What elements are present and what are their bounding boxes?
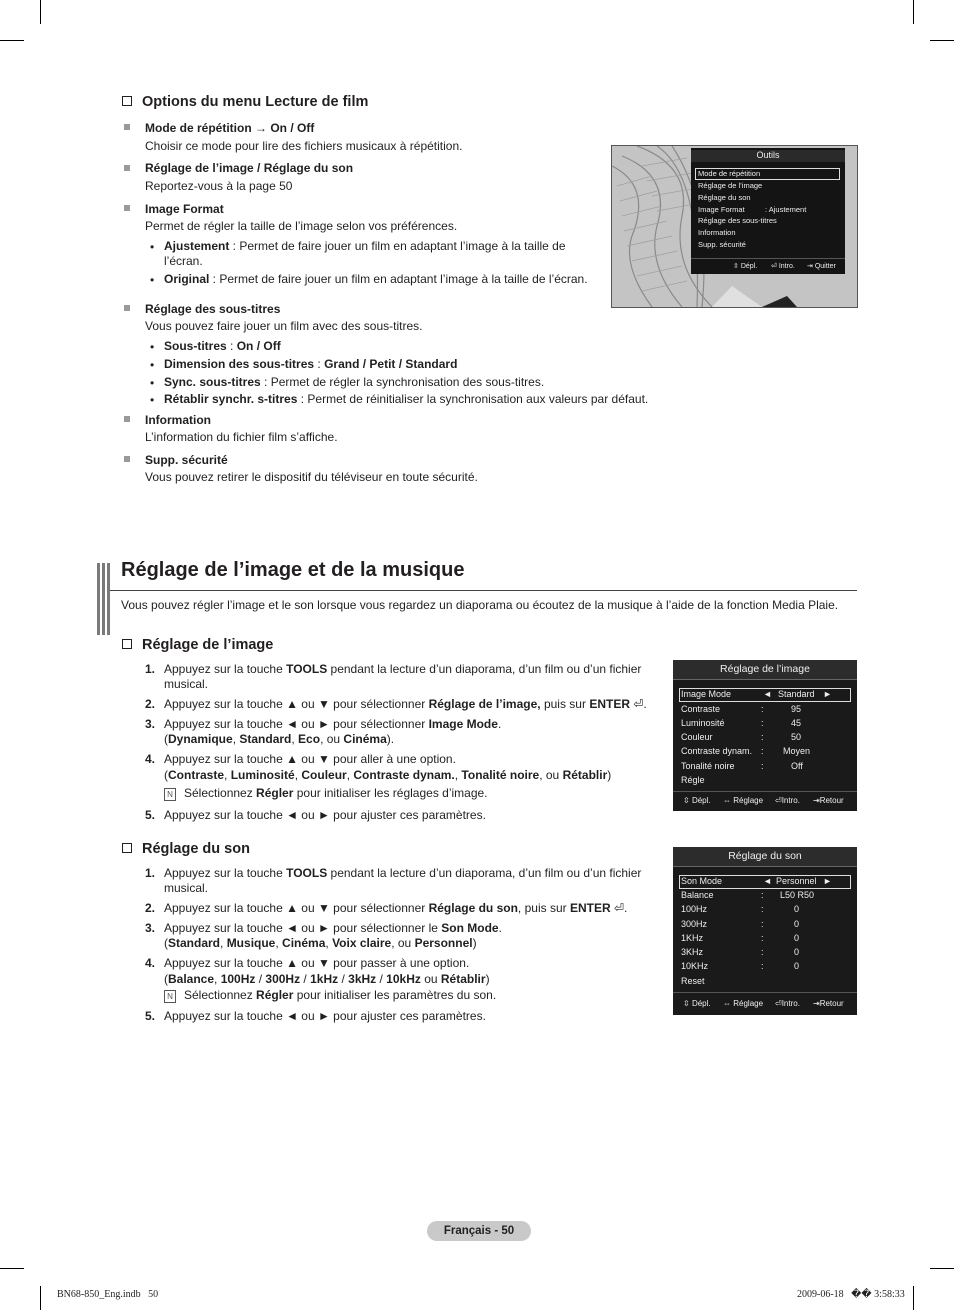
step-number: 3. (145, 921, 156, 935)
osd-row-label[interactable]: Tonalité noire (681, 761, 735, 771)
note-text: Sélectionnez Régler pour initialiser les paramètres du son. (184, 988, 497, 1002)
item-title: Information (145, 413, 211, 427)
updown-icon: ⇳ (733, 263, 739, 270)
step-text: (Standard, Musique, Cinéma, Voix claire, ou Personnel) (164, 936, 477, 950)
osd-row-value: Personnel (776, 876, 817, 886)
footer-move: ⇳ Dépl. (683, 999, 711, 1008)
step-text: Appuyez sur la touche ◄ ou ► pour ajuster ces paramètres. (164, 1009, 486, 1023)
menu-item[interactable]: Réglage des sous-titres (698, 216, 777, 225)
step-number: 5. (145, 808, 156, 822)
footer-exit: ⇥ Quitter (807, 263, 836, 270)
osd-row-label[interactable]: 300Hz (681, 919, 708, 929)
step-text: Appuyez sur la touche ▲ ou ▼ pour sélectionner Réglage du son, puis sur ENTER ⏎. (164, 901, 628, 915)
arrow-left-icon[interactable]: ◄ (763, 876, 772, 886)
item-desc: Reportez-vous à la page 50 (145, 179, 293, 193)
crop-mark (0, 40, 24, 41)
osd-colon: : (761, 761, 764, 771)
step-number: 1. (145, 662, 156, 676)
bullet-dot: • (150, 340, 155, 354)
footer-back: ⇥Retour (813, 999, 844, 1008)
step-text: Appuyez sur la touche ▲ ou ▼ pour aller à une option. (164, 752, 456, 766)
return-icon: ⇥ (813, 999, 820, 1008)
image-settings-osd (673, 660, 857, 811)
print-file-info: BN68-850_Eng.indb 50 (57, 1289, 159, 1300)
arrow-right-icon[interactable]: ► (823, 876, 832, 886)
osd-row-value: 50 (791, 732, 802, 742)
crop-mark (930, 1268, 954, 1269)
menu-item[interactable]: Information (698, 228, 736, 237)
step-text: Appuyez sur la touche ▲ ou ▼ pour passer à une option. (164, 956, 470, 970)
osd-row-value: 0 (794, 961, 800, 971)
item-title: Réglage des sous-titres (145, 302, 281, 316)
section-heading: Réglage de l’image (122, 637, 273, 653)
step-text: Appuyez sur la touche ◄ ou ► pour ajuster ces paramètres. (164, 808, 486, 822)
item-title: Image Format (145, 202, 224, 216)
item-desc: Vous pouvez retirer le dispositif du téléviseur en toute sécurité. (145, 470, 478, 484)
menu-item[interactable]: Image Format (698, 205, 745, 214)
title-bar-decoration (102, 563, 105, 635)
section-heading: Réglage du son (122, 841, 250, 857)
item-desc: L’information du fichier film s’affiche. (145, 430, 338, 444)
checkbox-icon (122, 843, 132, 853)
step-number: 2. (145, 697, 156, 711)
footer-move: ⇳ Dépl. (683, 796, 711, 805)
osd-title: Réglage du son (673, 847, 857, 867)
osd-row-label[interactable]: Contraste dynam. (681, 746, 753, 756)
format-bullet: Ajustement : Permet de faire jouer un film en adaptant l’image à la taille de (164, 239, 566, 253)
step-number: 1. (145, 866, 156, 880)
crop-mark (0, 1268, 24, 1269)
arrow-right-icon[interactable]: ► (823, 689, 832, 699)
item-title: Supp. sécurité (145, 453, 228, 467)
step-text: musical. (164, 677, 209, 691)
osd-title: Réglage de l’image (673, 660, 857, 680)
footer-enter: ⏎Intro. (775, 999, 800, 1008)
osd-colon: : (761, 890, 764, 900)
bullet-dot: • (150, 240, 155, 254)
step-text: Appuyez sur la touche TOOLS pendant la lecture d’un diaporama, d’un film ou d’un fichier (164, 866, 642, 880)
footer-enter: ⏎ Intro. (771, 263, 795, 270)
bullet-dot: • (150, 358, 155, 372)
menu-item[interactable]: Réglage de l’image (698, 181, 763, 190)
osd-row-value: L50 R50 (780, 890, 815, 900)
square-bullet-icon (124, 456, 130, 462)
menu-item-value: : Ajustement (765, 205, 807, 214)
step-text: Appuyez sur la touche ▲ ou ▼ pour sélectionner Réglage de l’image, puis sur ENTER ⏎. (164, 697, 647, 711)
step-text: musical. (164, 881, 209, 895)
footer-adjust: ⇔ Réglage (723, 796, 764, 805)
bullet-dot: • (150, 376, 155, 390)
osd-colon: : (761, 732, 764, 742)
step-text: (Contraste, Luminosité, Couleur, Contraste dynam., Tonalité noire, ou Rétablir) (164, 768, 612, 782)
step-text: (Dynamique, Standard, Eco, ou Cinéma). (164, 732, 395, 746)
square-bullet-icon (124, 416, 130, 422)
osd-row-label[interactable]: Balance (681, 890, 714, 900)
item-title: Mode de répétition → On / Off (145, 121, 315, 135)
bullet-dot: • (150, 273, 155, 287)
footer-move: ⇳ Dépl. (733, 263, 758, 270)
osd-row-value: 45 (791, 718, 802, 728)
menu-item[interactable]: Réglage du son (698, 193, 751, 202)
osd-colon: : (761, 933, 764, 943)
step-number: 3. (145, 717, 156, 731)
osd-row-value: 95 (791, 704, 802, 714)
osd-colon: : (761, 746, 764, 756)
enter-icon: ⏎ (775, 999, 782, 1008)
crop-mark (40, 1286, 41, 1310)
step-number: 4. (145, 956, 156, 970)
footer-enter: ⏎Intro. (775, 796, 800, 805)
title-rule (110, 590, 857, 591)
osd-colon: : (761, 919, 764, 929)
osd-row-label[interactable]: Luminosité (681, 718, 725, 728)
note-text: Sélectionnez Régler pour initialiser les réglages d’image. (184, 786, 488, 800)
note-icon: N (164, 990, 176, 1003)
subtitle-bullet: Rétablir synchr. s-titres : Permet de réinitialiser la synchronisation aux valeurs par défaut. (164, 392, 649, 406)
title-bar-decoration (97, 563, 100, 635)
outils-title: Outils (691, 150, 845, 162)
square-bullet-icon (124, 305, 130, 311)
osd-colon: : (761, 961, 764, 971)
leftright-icon: ⇔ (723, 999, 731, 1008)
item-desc: Permet de régler la taille de l’image selon vos préférences. (145, 219, 458, 233)
osd-colon: : (761, 947, 764, 957)
crop-mark (930, 40, 954, 41)
footer-back: ⇥Retour (813, 796, 844, 805)
leftright-icon: ⇔ (723, 796, 731, 805)
note-icon: N (164, 788, 176, 801)
exit-icon: ⇥ (807, 263, 813, 270)
osd-row-label[interactable]: Couleur (681, 732, 713, 742)
step-number: 2. (145, 901, 156, 915)
intro-text: Vous pouvez régler l’image et le son lorsque vous regardez un diaporama ou écoutez de la musique à l’aide de la fonction Media Plaie. (121, 598, 839, 612)
checkbox-icon (122, 639, 132, 649)
osd-row-label[interactable]: Reset (681, 976, 705, 986)
menu-item[interactable]: Mode de répétition (698, 169, 761, 178)
subtitle-bullet: Sync. sous-titres : Permet de régler la synchronisation des sous-titres. (164, 375, 545, 389)
osd-colon: : (761, 904, 764, 914)
print-date-info: 2009-06-18 �� 3:58:33 (797, 1289, 905, 1300)
crop-mark (913, 1286, 914, 1310)
bullet-dot: • (150, 393, 155, 407)
osd-row-value: 0 (794, 919, 800, 929)
step-number: 5. (145, 1009, 156, 1023)
step-text: (Balance, 100Hz / 300Hz / 1kHz / 3kHz / 10kHz ou Rétablir) (164, 972, 490, 986)
arrow-left-icon[interactable]: ◄ (763, 689, 772, 699)
osd-row-label[interactable]: Son Mode (681, 876, 723, 886)
osd-row-label[interactable]: 10KHz (681, 961, 709, 971)
footer-adjust: ⇔ Réglage (723, 999, 764, 1008)
enter-icon: ⏎ (775, 796, 782, 805)
step-text: Appuyez sur la touche ◄ ou ► pour sélectionner le Son Mode. (164, 921, 502, 935)
section-heading: Options du menu Lecture de film (122, 94, 368, 110)
osd-colon: : (761, 704, 764, 714)
return-icon: ⇥ (813, 796, 820, 805)
square-bullet-icon (124, 165, 130, 171)
osd-row-label[interactable]: Contraste (681, 704, 721, 714)
page-number-badge: Français - 50 (427, 1221, 531, 1241)
checkbox-icon (122, 96, 132, 106)
osd-row-value: Standard (778, 689, 815, 699)
outils-screenshot (611, 145, 858, 308)
crop-mark (913, 0, 914, 24)
osd-row-value: 0 (794, 904, 800, 914)
crop-mark (40, 0, 41, 24)
osd-row-value: 0 (794, 933, 800, 943)
square-bullet-icon (124, 205, 130, 211)
osd-row-label[interactable]: Régle (681, 775, 705, 785)
menu-item[interactable]: Supp. sécurité (698, 240, 746, 249)
title-bar-decoration (107, 563, 110, 635)
square-bullet-icon (124, 124, 130, 130)
item-desc: Choisir ce mode pour lire des fichiers musicaux à répétition. (145, 139, 463, 153)
osd-colon: : (761, 718, 764, 728)
item-desc: Vous pouvez faire jouer un film avec des sous-titres. (145, 319, 423, 333)
page-title: Réglage de l’image et de la musique (121, 559, 465, 581)
updown-icon: ⇳ (683, 999, 690, 1008)
osd-row-value: Off (791, 761, 803, 771)
step-text: Appuyez sur la touche TOOLS pendant la lecture d’un diaporama, d’un film ou d’un fichier (164, 662, 642, 676)
item-title: Réglage de l’image / Réglage du son (145, 161, 354, 175)
subtitle-bullet: Sous-titres : On / Off (164, 339, 281, 353)
step-number: 4. (145, 752, 156, 766)
osd-row-label[interactable]: Image Mode (681, 689, 732, 699)
osd-row-value: Moyen (783, 746, 811, 756)
enter-icon: ⏎ (771, 263, 777, 270)
outils-menu (691, 148, 845, 274)
updown-icon: ⇳ (683, 796, 690, 805)
format-bullet-cont: l’écran. (164, 254, 203, 268)
step-text: Appuyez sur la touche ◄ ou ► pour sélectionner Image Mode. (164, 717, 502, 731)
subtitle-bullet: Dimension des sous-titres : Grand / Petit / Standard (164, 357, 458, 371)
format-bullet: Original : Permet de faire jouer un film en adaptant l’image à la taille de l’écran. (164, 272, 588, 286)
osd-row-label[interactable]: 100Hz (681, 904, 708, 914)
sound-settings-osd (673, 847, 857, 1015)
osd-row-label[interactable]: 1KHz (681, 933, 704, 943)
osd-row-label[interactable]: 3KHz (681, 947, 704, 957)
osd-row-value: 0 (794, 947, 800, 957)
